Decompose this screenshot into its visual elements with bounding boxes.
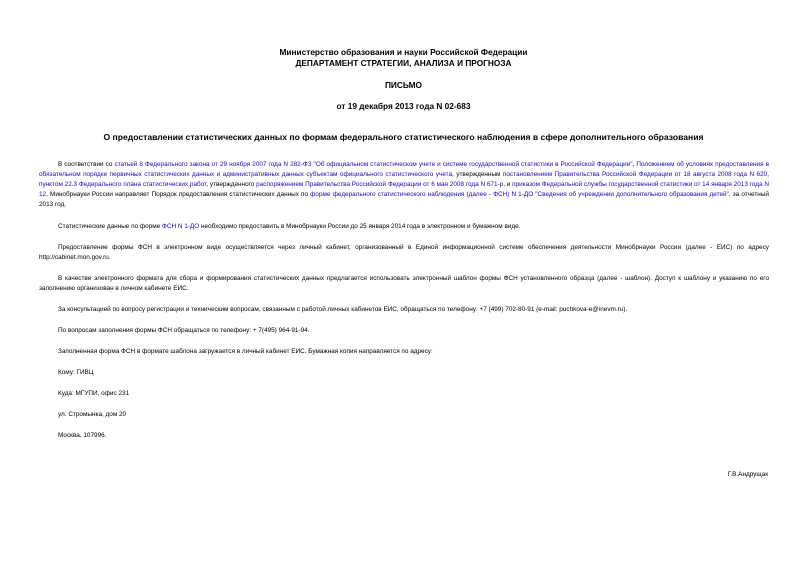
- document-subject: О предоставлении статистических данных по формам федерального статистического наблюдения в сфере дополнительного образования: [103, 132, 704, 142]
- address-city: Москва, 107996.: [58, 432, 107, 439]
- law-282-fz-link[interactable]: статьей 8 Федерального закона от 29 ноября 2007 года N 282-ФЗ "Об официальном статистическом учете и системе государственной статистики в Российской Федерации": [114, 161, 633, 168]
- address-recipient: Кому: ГИВЦ: [58, 369, 94, 376]
- rosstat-order-12-link[interactable]: приказом Федеральной службы государственной статистики от 14 января 2013 года N 12: [39, 181, 769, 198]
- paragraph-upload-instructions: Заполненная форма ФСН в формате шаблона загружается в личный кабинет ЕИС. Бумажная копия направляется по адресу:: [58, 348, 433, 355]
- paragraph-deadline: [39, 222, 769, 232]
- paragraph-form-questions: По вопросам заполнения формы ФСН обращаться по телефону: + 7(495) 964-91-94.: [58, 327, 310, 334]
- p2-text-1: Статистические данные по форме: [58, 223, 162, 230]
- department-title: ДЕПАРТАМЕНТ СТРАТЕГИИ, АНАЛИЗА И ПРОГНОЗА: [295, 58, 512, 68]
- p1-text-8: , за отчетный 2013 год.: [39, 191, 769, 208]
- signature: Г.В.Андрущак: [727, 471, 768, 478]
- p1-text-6: , и: [503, 181, 513, 188]
- p1-text-4: ,: [767, 171, 770, 178]
- address-street: ул. Стромынка, дом 20: [58, 411, 127, 418]
- paragraph-tech-support: За консультацией по вопросу регистрации и техническим вопросам, связанным с работой личных кабинетов ЕИС, обращаться по телефону: +7 (499) 702-80-91 (e-mail: puchkova-e@inevm.ru).: [58, 306, 628, 313]
- p1-text-7: , Минобрнауки России направляет Порядок предоставления статистических данных по: [46, 191, 311, 198]
- decree-620-link[interactable]: постановлением Правительства Российской Федерации от 18 августа 2008 года N 620: [502, 171, 768, 178]
- document-type: ПИСЬМО: [384, 80, 423, 90]
- paragraph-legal-basis: [39, 160, 769, 210]
- paragraph-electronic-submission: Предоставление формы ФСН в электронном виде осуществляется через личный кабинет, организованный в Единой информационной системе обеспечения деятельности Минобрнауки России (далее - ЕИС) по адресу http://cabinet.mon.gov.ru.: [39, 244, 769, 261]
- p1-text-1: В соответствии со: [58, 161, 115, 168]
- plan-item-22-3-link[interactable]: пунктом 22.3 Федерального плана статистических работ: [39, 181, 207, 188]
- address-destination: Куда: МГУПИ, офис 231: [58, 390, 130, 397]
- paragraph-template-format: В качестве электронного формата для сбора и формирования статистических данных предлагается использовать электронный шаблон формы ФСН установленного образца (далее - шаблон). Доступ к шаблону и указанию по его заполнению организован в личном кабинете ЕИС.: [39, 275, 769, 292]
- form-1-do-link[interactable]: форме федерального статистического наблюдения (далее - ФСН) N 1-ДО "Сведения об учреждении дополнительного образования детей": [310, 191, 729, 198]
- p2-text-2: необходимо предоставить в Минобрнауки России до 25 января 2014 года в электронном и бумажном виде.: [199, 223, 521, 230]
- p1-text-2: ,: [632, 161, 637, 168]
- document-date-number: от 19 декабря 2013 года N 02-683: [336, 101, 471, 111]
- regulation-link[interactable]: Положением об условиях предоставления в обязательном порядке первичных статистических данных и административных данных субъектам официального статистического учета: [39, 161, 769, 178]
- fsn-1-do-link[interactable]: ФСН N 1-ДО: [162, 223, 200, 230]
- p1-text-5: , утвержденного: [206, 181, 257, 188]
- ministry-title: Министерство образования и науки Российской Федерации: [279, 47, 528, 57]
- p1-text-3: , утвержденным: [452, 171, 503, 178]
- order-671r-link[interactable]: распоряжением Правительства Российской Федерации от 6 мая 2008 года N 671-р: [256, 181, 504, 188]
